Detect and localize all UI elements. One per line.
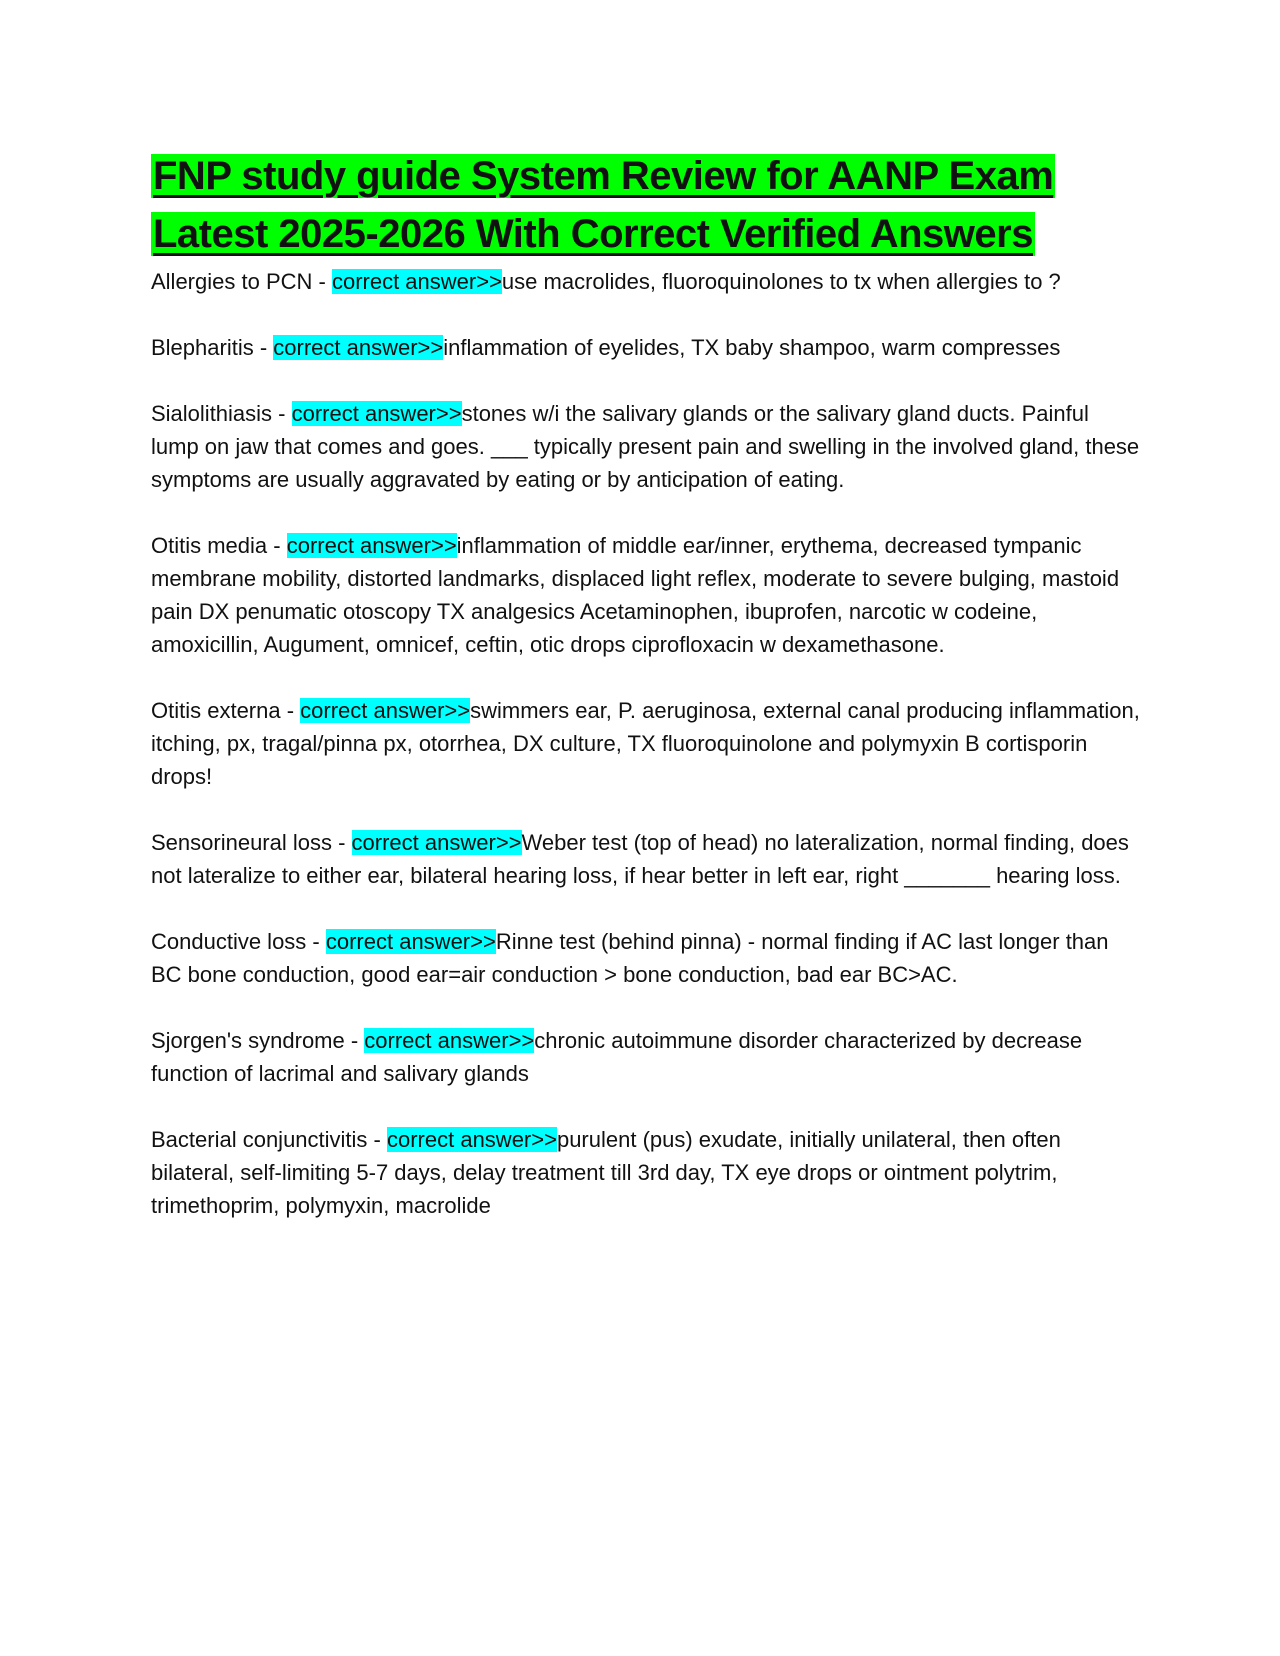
document-page — [151, 147, 1141, 1255]
list-item — [151, 826, 1141, 892]
entry-answer: stones w/i the salivary glands or the salivary gland ducts. Painful lump on jaw that comes and goes. ___ typically present pain and swelling in the involved gland, these symptoms are usually aggravated by eating or by anticipation of eating. — [151, 401, 1140, 492]
entry-answer: inflammation of eyelides, TX baby shampoo, warm compresses — [443, 335, 1061, 360]
entry-term: Sialolithiasis - — [151, 401, 292, 426]
title-line-1: FNP study guide System Review for AANP Exam — [153, 154, 1054, 198]
answer-marker-highlight: correct answer>> — [291, 401, 462, 426]
entry-answer: inflammation of middle ear/inner, erythema, decreased tympanic membrane mobility, distorted landmarks, displaced light reflex, moderate to severe bulging, mastoid pain DX penumatic otoscopy TX analgesics Acetaminophen, ibuprofen, narcotic w codeine, amoxicillin, Augument, omnicef, ceftin, otic drops ciprofloxacin w dexamethasone. — [151, 533, 1120, 657]
list-item — [151, 1024, 1141, 1090]
answer-marker-highlight: correct answer>> — [364, 1028, 535, 1053]
entry-term: Blepharitis - — [151, 335, 274, 360]
list-item — [151, 331, 1141, 364]
document-title — [151, 147, 1141, 263]
entry-answer: purulent (pus) exudate, initially unilateral, then often bilateral, self-limiting 5-7 days, delay treatment till 3rd day, TX eye drops or ointment polytrim, trimethoprim, polymyxin, macrolide — [151, 1127, 1061, 1218]
answer-marker-highlight: correct answer>> — [386, 1127, 557, 1152]
entry-term: Sjorgen's syndrome - — [151, 1028, 365, 1053]
flashcard-list — [151, 265, 1141, 1222]
entry-term: Otitis externa - — [151, 698, 301, 723]
title-line-2: Latest 2025-2026 With Correct Verified Answers — [153, 212, 1033, 256]
list-item — [151, 694, 1141, 793]
answer-marker-highlight: correct answer>> — [351, 830, 522, 855]
list-item — [151, 1123, 1141, 1222]
list-item — [151, 925, 1141, 991]
entry-term: Allergies to PCN - — [151, 269, 332, 294]
list-item — [151, 397, 1141, 496]
answer-marker-highlight: correct answer>> — [273, 335, 444, 360]
entry-answer: swimmers ear, P. aeruginosa, external canal producing inflammation, itching, px, tragal/pinna px, otorrhea, DX culture, TX fluoroquinolone and polymyxin B cortisporin drops! — [151, 698, 1140, 789]
entry-answer: use macrolides, fluoroquinolones to tx when allergies to ? — [501, 269, 1061, 294]
list-item — [151, 529, 1141, 661]
answer-marker-highlight: correct answer>> — [300, 698, 471, 723]
entry-term: Conductive loss - — [151, 929, 326, 954]
entry-term: Otitis media - — [151, 533, 287, 558]
entry-answer: Rinne test (behind pinna) - normal finding if AC last longer than BC bone conduction, good ear=air conduction > bone conduction, bad ear BC>AC. — [151, 929, 1109, 987]
answer-marker-highlight: correct answer>> — [331, 269, 502, 294]
entry-answer: chronic autoimmune disorder characterized by decrease function of lacrimal and salivary glands — [151, 1028, 1083, 1086]
list-item — [151, 265, 1141, 298]
answer-marker-highlight: correct answer>> — [325, 929, 496, 954]
entry-answer: Weber test (top of head) no lateralization, normal finding, does not lateralize to either ear, bilateral hearing loss, if hear better in left ear, right _______ hearing loss. — [151, 830, 1129, 888]
entry-term: Sensorineural loss - — [151, 830, 352, 855]
entry-term: Bacterial conjunctivitis - — [151, 1127, 387, 1152]
answer-marker-highlight: correct answer>> — [286, 533, 457, 558]
